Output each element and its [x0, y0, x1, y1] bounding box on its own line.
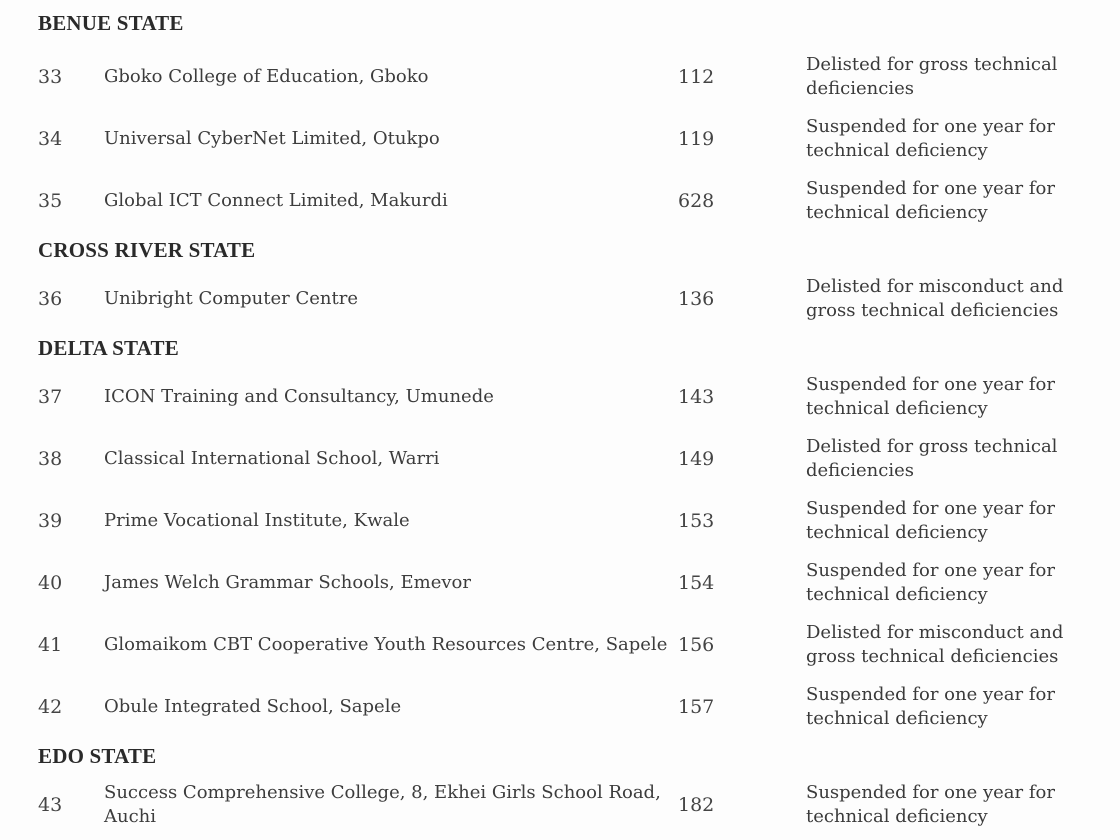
centre-name: Success Comprehensive College, 8, Ekhei Girls School Road, Auchi — [104, 782, 661, 827]
centre-name: Classical International School, Warri — [104, 448, 440, 469]
centre-name: Prime Vocational Institute, Kwale — [104, 510, 410, 531]
table-row — [30, 490, 1090, 552]
centre-name: James Welch Grammar Schools, Emevor — [104, 572, 471, 593]
serial-number: 38 — [38, 448, 63, 470]
serial-number: 33 — [38, 66, 63, 88]
sanction-remark: Delisted for gross technical deficiencies — [806, 54, 1058, 99]
state-heading: DELTA STATE — [38, 335, 179, 360]
centre-name: Obule Integrated School, Sapele — [104, 696, 402, 717]
centre-code: 628 — [678, 190, 715, 212]
centre-name: Gboko College of Education, Gboko — [104, 66, 429, 87]
table-row — [30, 366, 1090, 428]
state-header-row — [30, 330, 1090, 366]
sanction-remark: Suspended for one year for technical deficiency — [806, 374, 1055, 419]
sanction-remark: Suspended for one year for technical deficiency — [806, 560, 1055, 605]
centre-name: Glomaikom CBT Cooperative Youth Resources Centre, Sapele — [104, 634, 668, 655]
table-row — [30, 774, 1090, 836]
sanction-remark: Suspended for one year for technical deficiency — [806, 116, 1055, 161]
centre-code: 143 — [678, 386, 715, 408]
serial-number: 35 — [38, 190, 63, 212]
sanction-remark: Suspended for one year for technical deficiency — [806, 178, 1055, 223]
sanction-remark: Suspended for one year for technical deficiency — [806, 782, 1055, 827]
table-row — [30, 428, 1090, 490]
sanction-remark: Delisted for misconduct and gross technical deficiencies — [806, 276, 1064, 321]
centre-list-body — [30, 0, 1090, 836]
centre-code: 157 — [678, 696, 715, 718]
centre-code: 119 — [678, 128, 715, 150]
centre-name: Global ICT Connect Limited, Makurdi — [104, 190, 448, 211]
state-header-row — [30, 0, 1090, 46]
centre-code: 136 — [678, 288, 715, 310]
table-row — [30, 676, 1090, 738]
centre-code: 154 — [678, 572, 715, 594]
sanction-remark: Suspended for one year for technical deficiency — [806, 684, 1055, 729]
table-row — [30, 268, 1090, 330]
centre-name: Unibright Computer Centre — [104, 288, 358, 309]
state-header-row — [30, 232, 1090, 268]
state-heading: EDO STATE — [38, 743, 157, 768]
centre-code: 156 — [678, 634, 715, 656]
table-row — [30, 552, 1090, 614]
serial-number: 43 — [38, 794, 63, 816]
serial-number: 40 — [38, 572, 63, 594]
table-row — [30, 170, 1090, 232]
centre-code: 149 — [678, 448, 715, 470]
serial-number: 42 — [38, 696, 63, 718]
sanction-remark: Delisted for gross technical deficiencies — [806, 436, 1058, 481]
centre-code: 182 — [678, 794, 715, 816]
table-row — [30, 108, 1090, 170]
state-heading: BENUE STATE — [38, 10, 184, 35]
table-row — [30, 614, 1090, 676]
centre-name: ICON Training and Consultancy, Umunede — [104, 386, 494, 407]
sanction-remark: Suspended for one year for technical deficiency — [806, 498, 1055, 543]
centre-list-table — [30, 0, 1090, 836]
centre-code: 153 — [678, 510, 715, 532]
sanction-remark: Delisted for misconduct and gross technical deficiencies — [806, 622, 1064, 667]
centre-name: Universal CyberNet Limited, Otukpo — [104, 128, 440, 149]
table-row — [30, 46, 1090, 108]
serial-number: 39 — [38, 510, 63, 532]
serial-number: 36 — [38, 288, 63, 310]
serial-number: 37 — [38, 386, 63, 408]
state-header-row — [30, 738, 1090, 774]
serial-number: 34 — [38, 128, 63, 150]
state-heading: CROSS RIVER STATE — [38, 237, 256, 262]
centre-code: 112 — [678, 66, 715, 88]
serial-number: 41 — [38, 634, 63, 656]
